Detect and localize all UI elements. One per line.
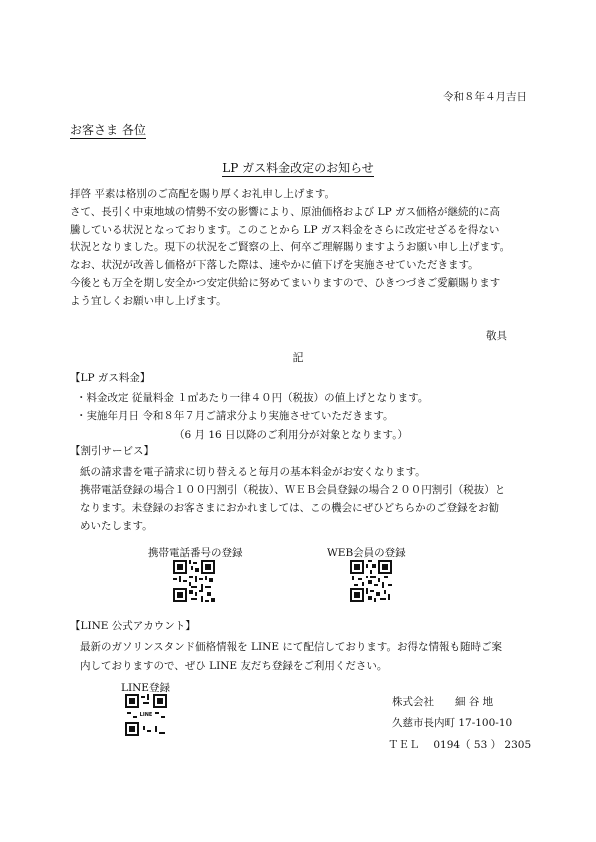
lp-gas-heading: 【LP ガス料金】 — [70, 372, 151, 384]
company-name: 株式会社 細 谷 地 — [392, 696, 494, 708]
body-line: 拝啓 平素は格別のご高配を賜り厚くお礼申し上げます。 — [70, 188, 335, 200]
lp-gas-note: （6 月 16 日以降のご利用分が対象となります。） — [174, 429, 408, 441]
body-line: なお、状況が改善し価格が下落した際は、速やかに値下げを実施させていただきます。 — [70, 259, 479, 272]
lp-gas-bullet-date: ・実施年月日 令和８年７月ご請求分より実施させていただきます。 — [76, 410, 394, 422]
body-line: 状況となりました。現下の状況をご賢察の上、何卒ご理解賜りますようお願い申し上げます。 — [70, 241, 511, 254]
document-title — [0, 159, 596, 177]
qr-code-mobile-graphic — [173, 560, 215, 602]
closing-keigu: 敬具 — [486, 330, 507, 342]
letter-body — [70, 186, 532, 311]
line-account-line: 最新のガソリンスタンド価格情報を LINE にて配信しております。お得な情報も随時ご案 — [80, 641, 502, 653]
body-line: よう宜しくお願い申し上げます。 — [70, 294, 227, 307]
ki-heading: 記 — [292, 351, 304, 364]
company-tel: ＴＥＬ 0194（ 53 ） 2305 — [388, 739, 532, 751]
line-qr-label: LINE登録 — [121, 682, 170, 694]
addressee: お客さま 各位 — [70, 123, 146, 137]
line-logo-text: LINE — [139, 712, 153, 718]
qr-code-web[interactable] — [350, 560, 392, 602]
discount-line: 紙の請求書を電子請求に切り替えると毎月の基本料金がお安くなります。 — [80, 466, 426, 478]
discount-line: 携帯電話登録の場合１００円割引（税抜）、ＷＥＢ会員登録の場合２００円割引（税抜）と — [80, 484, 506, 496]
company-address: 久慈市長内町 17-100-10 — [392, 717, 513, 729]
body-line: 今後とも万全を期し安全かつ安定供給に努めてまいりますので、ひきつづきご愛顧賜ります — [70, 276, 501, 289]
document-date: 令和８年４月吉日 — [443, 91, 527, 103]
body-line: 騰している状況となっております。このことから LP ガス料金をさらに改定せざるを得ない — [70, 223, 500, 236]
discount-heading: 【割引サービス】 — [70, 445, 154, 457]
discount-line: めいたします。 — [80, 520, 153, 532]
discount-line: なります。未登録のお客さまにおかれましては、この機会にぜひどちらかのご登録をお勧 — [80, 502, 500, 514]
document-title-text: LP ガス料金改定のお知らせ — [222, 161, 374, 175]
qr-mobile-label: 携帯電話番号の登録 — [148, 547, 243, 559]
qr-code-line[interactable] — [125, 694, 167, 736]
qr-code-mobile[interactable] — [173, 560, 215, 602]
lp-gas-bullet-price: ・料金改定 従量料金 １㎥あたり一律４０円（税抜）の値上げとなります。 — [76, 392, 429, 404]
line-account-line: 内しておりますので、ぜひ LINE 友だち登録をご利用ください。 — [80, 660, 388, 672]
qr-code-web-graphic — [350, 560, 392, 602]
body-line: さて、長引く中東地域の情勢不安の影響により、原油価格および LP ガス価格が継続的に高 — [70, 205, 501, 218]
qr-web-label: WEB会員の登録 — [327, 547, 406, 559]
line-account-heading: 【LINE 公式アカウント】 — [70, 620, 196, 632]
